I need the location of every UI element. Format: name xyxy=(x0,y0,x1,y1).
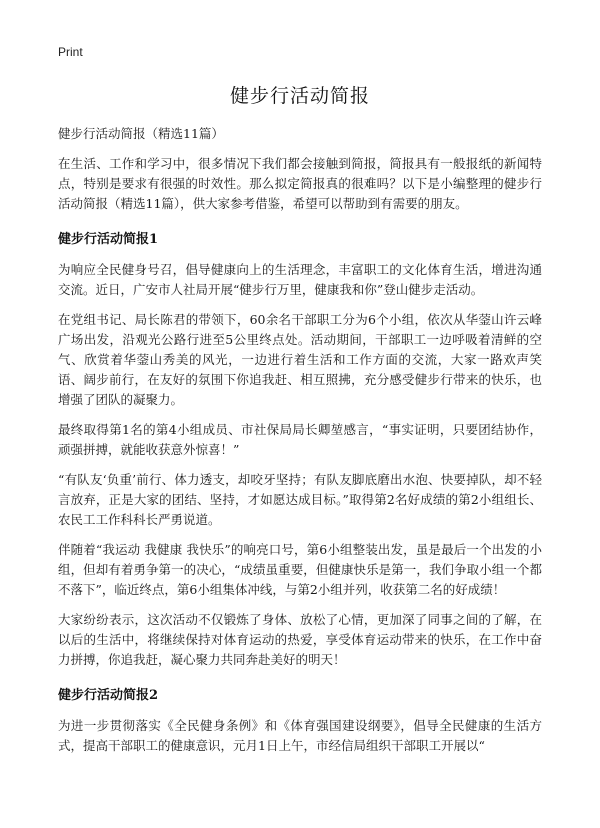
print-link[interactable]: Print xyxy=(58,45,83,59)
section-2-paragraph: 为进一步贯彻落实《全民健身条例》和《体育强国建设纲要》，倡导全民健康的生活方式，提高干部职工的健康意识，元月1日上午，市经信局组织干部职工开展以“ xyxy=(58,718,542,753)
section-1-paragraph: 伴随着“我运动 我健康 我快乐”的响亮口号，第6小组整装出发，虽是最后一个出发的小组，但却有着勇争第一的决心，“成绩虽重要，但健康快乐是第一，我们争取小组一个都不落下”，临近终点，第6小组集体冲线，与第2小组并列，收获第二名的好成绩！ xyxy=(58,542,542,597)
document-subtitle: 健步行活动简报（精选11篇） xyxy=(58,126,224,141)
section-heading-1: 健步行活动简报1 xyxy=(58,232,159,247)
section-1-paragraph: 在党组书记、局长陈君的带领下，60余名干部职工分为6个小组，依次从华蓥山许云峰广场出发，沿观光公路行进至5公里终点处。活动期间，干部职工一边呼吸着清鲜的空气、欣赏着华蓥山秀美的风光，一边进行着生活和工作方面的交流，大家一路欢声笑语、阔步前行，在友好的氛围下你追我赶、相互照拂，充分感受健步行带来的快乐，也增强了团队的凝聚力。 xyxy=(58,312,542,407)
page-title: 健步行活动简报 xyxy=(229,85,370,107)
section-heading-2: 健步行活动简报2 xyxy=(58,688,159,703)
intro-paragraph: 在生活、工作和学习中，很多情况下我们都会接触到简报，简报具有一般报纸的新闻特点，特别是要求有很强的时效性。那么拟定简报真的很难吗？以下是小编整理的健步行活动简报（精选11篇），供大家参考借鉴，希望可以帮助到有需要的朋友。 xyxy=(58,156,542,211)
section-1-paragraph: 最终取得第1名的第4小组成员、市社保局局长卿堃感言，“事实证明，只要团结协作，顽强拼搏，就能收获意外惊喜！” xyxy=(58,422,542,457)
section-1-paragraph: 为响应全民健身号召，倡导健康向上的生活理念，丰富职工的文化体育生活，增进沟通交流。近日，广安市人社局开展“健步行万里，健康我和你”登山健步走活动。 xyxy=(58,262,542,297)
section-1-paragraph: 大家纷纷表示，这次活动不仅锻炼了身体、放松了心情，更加深了同事之间的了解，在以后的生活中，将继续保持对体育运动的热爱，享受体育运动带来的快乐，在工作中奋力拼搏，你追我赶，凝心聚力共同奔赴美好的明天！ xyxy=(58,612,542,667)
section-1-paragraph: “有队友‘负重’前行、体力透支，却咬牙坚持；有队友脚底磨出水泡、快要掉队，却不轻言放弃，正是大家的团结、坚持，才如愿达成目标。”取得第2名好成绩的第2小组组长、农民工工作科科长严勇说道。 xyxy=(58,472,542,527)
